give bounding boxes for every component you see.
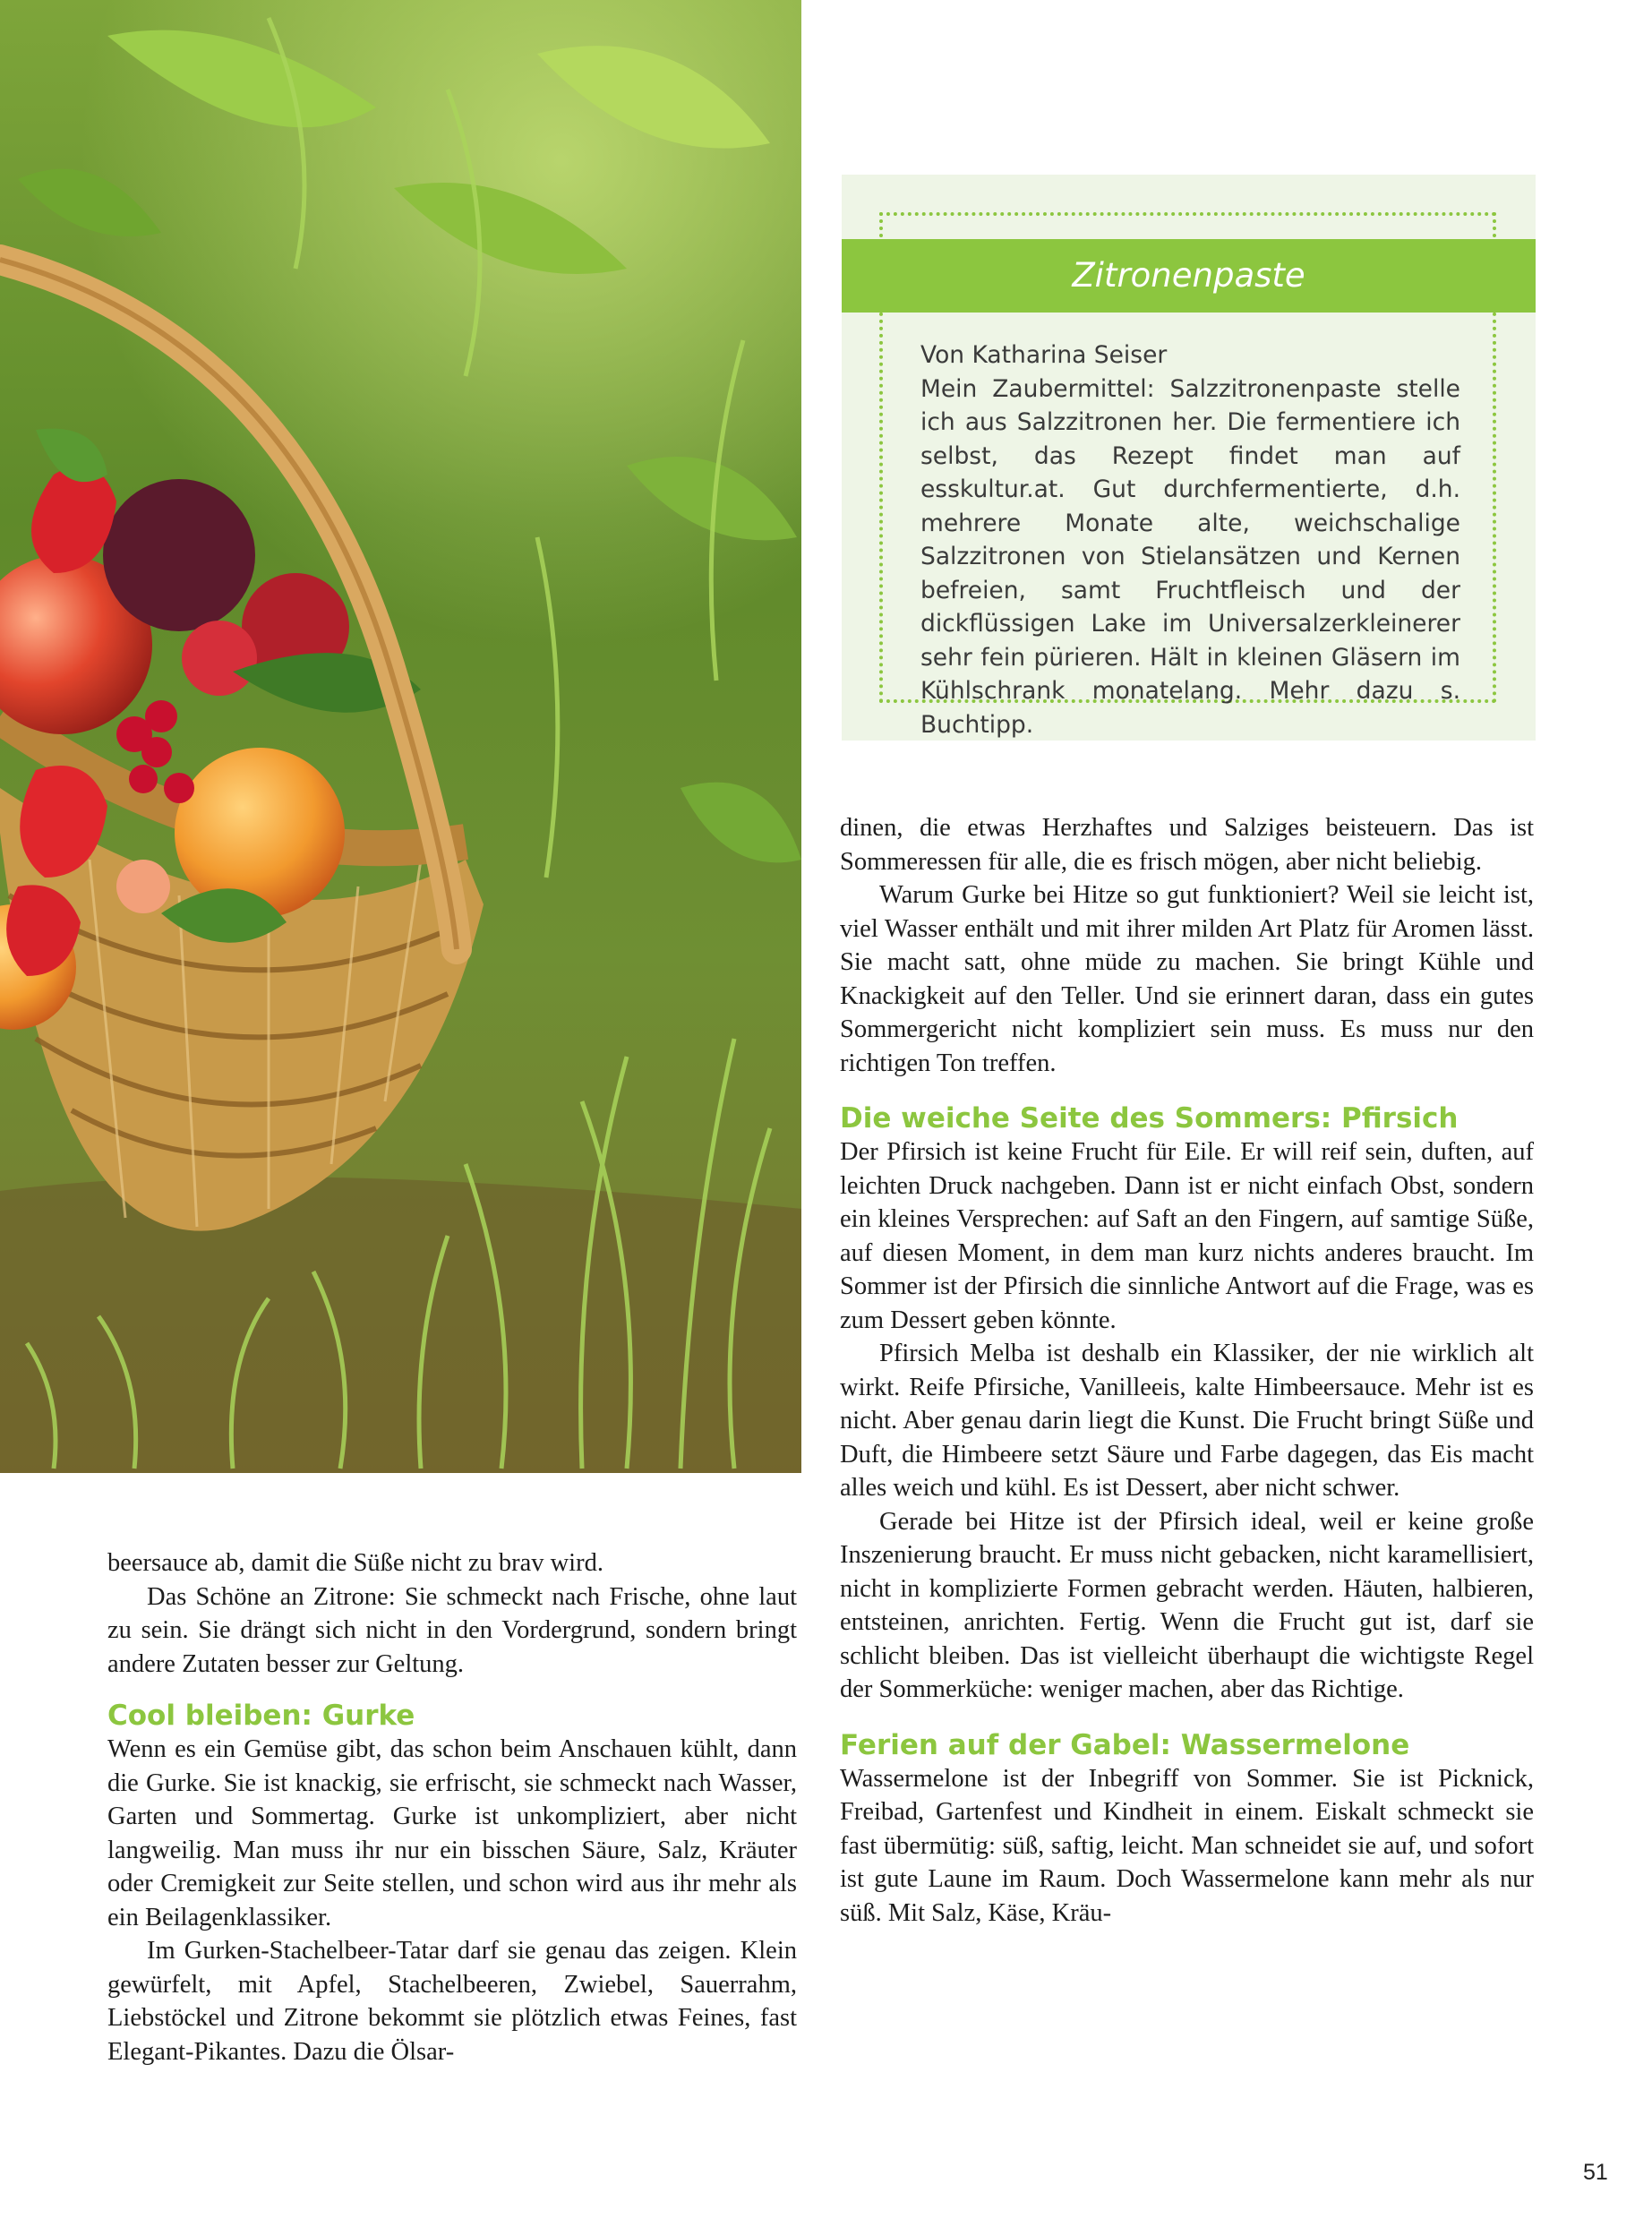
paragraph: Im Gurken-Stachelbeer-Tatar darf sie genau das zeigen. Klein gewürfelt, mit Apfel, Stachelbeeren, Zwiebel, Sauerrahm, Liebstöckel und Zitrone bekommt sie plötzlich etwas Feines, fast Elegant-Pikantes. Dazu die Ölsar- xyxy=(107,1937,797,2066)
paragraph: Warum Gurke bei Hitze so gut funktioniert? Weil sie leicht ist, viel Wasser enthält und mit ihrer milden Art Platz für Aromen lässt. Sie macht satt, ohne müde zu machen. Sie bringt Kühle und Knackigkeit auf den Teller. Und sie erinnert daran, dass ein gutes Sommergericht nicht kompliziert sein muss. Es muss nur den richtigen Ton treffen. xyxy=(840,881,1534,1077)
info-box-title: Zitronenpaste xyxy=(842,239,1536,313)
page-number: 51 xyxy=(1583,2160,1608,2185)
section-heading-pfirsich: Die weiche Seite des Sommers: Pfirsich xyxy=(840,1102,1459,1135)
paragraph: Gerade bei Hitze ist der Pfirsich ideal, weil er keine große Inszenierung braucht. Er muss nicht gebacken, nicht karamellisiert, nicht in komplizierte Formen gebracht werden. Häuten, halbieren, entsteinen, anrichten. Fertig. Wenn die Frucht gut ist, darf sie schlicht bleiben. Das ist vielleicht überhaupt die wichtigste Regel der Sommerküche: weniger machen, aber das Richtige. xyxy=(840,1507,1534,1703)
paragraph: beersauce ab, damit die Süße nicht zu brav wird. xyxy=(107,1549,603,1577)
info-box-body xyxy=(920,338,1460,741)
paragraph: Der Pfirsich ist keine Frucht für Eile. Er will reif sein, duften, auf leichten Druck nachgeben. Dann ist er nicht einfach Obst, sondern ein kleines Versprechen: auf Saft an den Fingern, auf samtige Süße, auf diesen Moment, in dem man kurz nichts anderes braucht. Im Sommer ist der Pfirsich die sinnliche Antwort auf die Frage, was es zum Dessert geben könnte. xyxy=(840,1138,1534,1334)
section-heading-gurke: Cool bleiben: Gurke xyxy=(107,1700,415,1732)
paragraph: Pfirsich Melba ist deshalb ein Klassiker, der nie wirklich alt wirkt. Reife Pfirsiche, Vanilleeis, kalte Himbeersauce. Mehr ist es nicht. Aber genau darin liegt die Kunst. Die Frucht bringt Süße und Duft, die Himbeere setzt Säure und Farbe dagegen, das Eis macht alles weich und kühl. Es ist Dessert, aber nicht schwer. xyxy=(840,1340,1534,1502)
left-column xyxy=(107,1546,797,2068)
info-box-author: Von Katharina Seiser xyxy=(920,341,1168,369)
info-box xyxy=(842,175,1536,741)
info-box-text: Mein Zaubermittel: Salzzitronenpaste stelle ich aus Salzzitronen her. Die fermentiere ich selbst, das Rezept findet man auf esskultur.at. Gut durchfermentierte, d.h. mehrere Monate alte, weichschalige Salzzitronen von Stielansätzen und Kernen befreien, samt Fruchtfleisch und der dickflüssigen Lake im Universalzerkleinerer sehr fein pürieren. Hält in kleinen Gläsern im Kühlschrank monatelang. Mehr dazu s. Buchtipp. xyxy=(920,374,1460,739)
section-heading-wassermelone: Ferien auf der Gabel: Wassermelone xyxy=(840,1728,1410,1761)
paragraph: Wenn es ein Gemüse gibt, das schon beim Anschauen kühlt, dann die Gurke. Sie ist knackig, sie erfrischt, sie schmeckt nach Wasser, Garten und Sommertag. Gurke ist unkompliziert, aber nicht langweilig. Man muss ihr nur ein bisschen Säure, Salz, Kräuter oder Cremigkeit zur Seite stellen, und schon wird aus ihr mehr als ein Beilagenklassiker. xyxy=(107,1735,797,1931)
paragraph: Das Schöne an Zitrone: Sie schmeckt nach Frische, ohne laut zu sein. Sie drängt sich nicht in den Vordergrund, sondern bringt andere Zutaten besser zur Geltung. xyxy=(107,1582,797,1678)
fruit-basket-photo xyxy=(0,0,801,1473)
right-column xyxy=(840,811,1534,1930)
paragraph: dinen, die etwas Herzhaftes und Salziges beisteuern. Das ist Sommeressen für alle, die es frisch mögen, aber nicht beliebig. xyxy=(840,814,1534,876)
paragraph: Wassermelone ist der Inbegriff von Sommer. Sie ist Picknick, Freibad, Gartenfest und Kindheit in einem. Eiskalt schmeckt sie fast übermütig: süß, saftig, leicht. Man schneidet sie auf, und sofort ist gute Laune im Raum. Doch Wassermelone kann mehr als nur süß. Mit Salz, Käse, Kräu- xyxy=(840,1764,1534,1927)
